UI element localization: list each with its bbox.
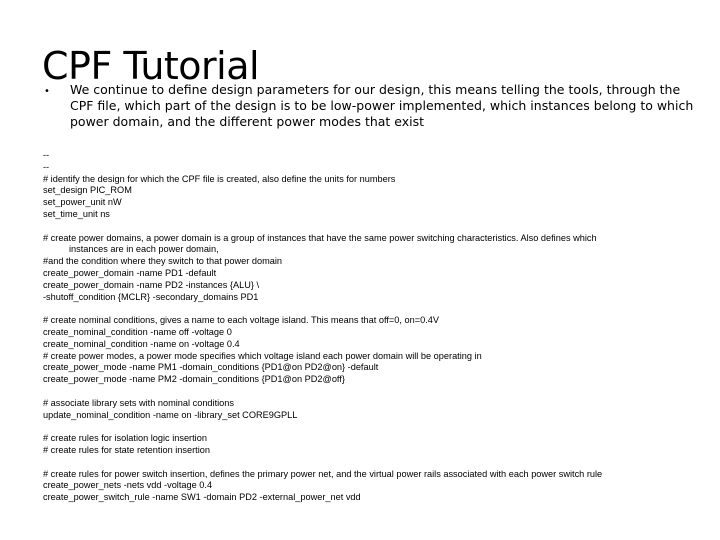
code-line: create_nominal_condition -name off -voltage 0 — [43, 326, 232, 337]
bullet-item — [44, 82, 694, 130]
code-line: create_power_mode -name PM2 -domain_conditions {PD1@on PD2@off} — [43, 374, 345, 385]
bullet-text: We continue to define design parameters for our design, this means telling the tools, through the CPF file, which part of the design is to be low-power implemented, which instances belong to which power domain, and the different power modes that exist — [70, 82, 694, 129]
code-line: create_power_nets -nets vdd -voltage 0.4 — [43, 480, 213, 491]
code-line: -- — [43, 161, 50, 172]
code-line: # associate library sets with nominal conditions — [43, 397, 234, 408]
code-line: create_power_domain -name PD1 -default — [43, 267, 217, 278]
code-line: create_power_switch_rule -name SW1 -domain PD2 -external_power_net vdd — [43, 492, 361, 503]
block-spacer — [43, 303, 708, 315]
code-line: # create rules for state retention insertion — [43, 444, 210, 455]
code-line: -- — [43, 150, 50, 160]
code-line: update_nominal_condition -name on -library_set CORE9GPLL — [43, 409, 298, 420]
code-line: # create nominal conditions, gives a name to each voltage island. This means that off=0, on=0.4V — [43, 315, 439, 326]
code-line: #and the condition where they switch to that power domain — [43, 256, 283, 267]
code-line: # create power domains, a power domain is a group of instances that have the same power switching characteristics. Also defines which — [43, 232, 597, 243]
bullet-marker: • — [44, 86, 50, 97]
cpf-code-listing — [43, 150, 708, 504]
code-line: # create rules for power switch insertion, defines the primary power net, and the virtual power rails associated with each power switch rule — [43, 468, 603, 479]
code-line: # create power modes, a power mode specifies which voltage island each power domain will be operating in — [43, 350, 482, 361]
block-spacer — [43, 221, 708, 233]
code-line: # identify the design for which the CPF file is created, also define the units for numbers — [43, 173, 396, 184]
code-line: set_time_unit ns — [43, 208, 110, 219]
code-line: set_power_unit nW — [43, 197, 122, 208]
code-line: instances are in each power domain, — [69, 244, 219, 255]
code-line: -shutoff_condition {MCLR} -secondary_domains PD1 — [43, 291, 259, 302]
code-line: create_nominal_condition -name on -voltage 0.4 — [43, 338, 240, 349]
slide-title: CPF Tutorial — [42, 44, 260, 88]
code-line: create_power_domain -name PD2 -instances {ALU} \ — [43, 279, 260, 290]
block-spacer — [43, 386, 708, 398]
block-spacer — [43, 457, 708, 469]
code-line: # create rules for isolation logic insertion — [43, 433, 207, 444]
block-spacer — [43, 421, 708, 433]
code-line: set_design PIC_ROM — [43, 185, 132, 196]
code-line: create_power_mode -name PM1 -domain_conditions {PD1@on PD2@on} -default — [43, 362, 379, 373]
